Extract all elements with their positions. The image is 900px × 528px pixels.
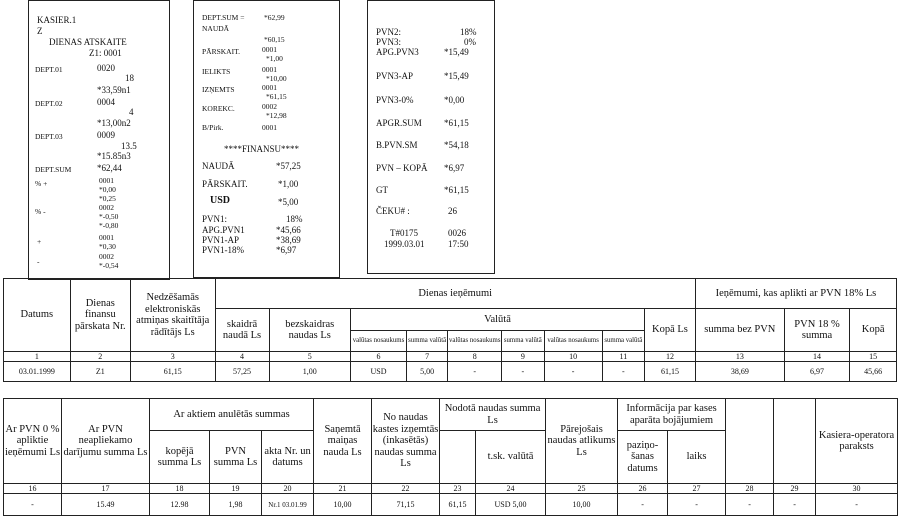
receipt-value: 18% (286, 214, 303, 224)
col-laiks: laiks (668, 431, 726, 484)
receipt-title: DIENAS ATSKAITE (49, 37, 127, 47)
receipt-label: KOREKC. (202, 104, 235, 113)
col-pvn-summa: PVN summa Ls (210, 431, 262, 484)
receipt-value: 0004 (97, 97, 115, 107)
receipt-label: PVN3-AP (376, 71, 414, 81)
table-cell: - (726, 494, 774, 516)
table-cell: Nr.1 03.01.99 (262, 494, 314, 516)
receipt-label: B.PVN.SM (376, 140, 418, 150)
column-number: 14 (784, 352, 850, 362)
receipt-value: *-0,54 (99, 261, 119, 270)
receipt-label: ČEKU# : (376, 206, 410, 216)
receipt-value: *61,15 (444, 118, 469, 128)
receipt-label: USD (210, 195, 231, 206)
table-cell: - (774, 494, 816, 516)
receipt-label: PVN1: (202, 214, 228, 224)
table-cell: 12.98 (150, 494, 210, 516)
column-number: 18 (150, 484, 210, 494)
column-number: 28 (726, 484, 774, 494)
col-summa-valuta: summa valūtā (407, 331, 448, 352)
receipt-label: IELIKTS (202, 67, 231, 76)
receipt-value: 0009 (97, 130, 115, 140)
receipt-value: *33,59n1 (97, 85, 131, 95)
col-nodota-blank (440, 431, 476, 484)
receipt-label: % + (35, 179, 48, 188)
table-row (4, 494, 898, 516)
table-cell: 38,69 (695, 362, 784, 382)
column-number: 21 (314, 484, 372, 494)
receipt-label: IZŅEMTS (202, 85, 235, 94)
column-number: 2 (70, 352, 130, 362)
column-number: 3 (130, 352, 215, 362)
receipt-value: 0001 (262, 45, 277, 54)
column-number: 7 (407, 352, 448, 362)
receipt-value: *6,97 (276, 245, 297, 255)
table-cell: 61,15 (440, 494, 476, 516)
table-cell: 57,25 (215, 362, 269, 382)
table-cell: - (816, 494, 898, 516)
receipt-value: *12,98 (266, 111, 287, 120)
receipt-label: DEPT.SUM (35, 165, 72, 174)
receipt-value: 13.5 (121, 141, 137, 151)
receipt-value: 4 (129, 107, 134, 117)
receipt-value: 0026 (448, 228, 466, 238)
column-number: 30 (816, 484, 898, 494)
col-summa-valuta: summa valūtā (502, 331, 544, 352)
receipt-line: Z1: 0001 (89, 48, 122, 58)
column-number: 5 (269, 352, 350, 362)
table-cell: - (502, 362, 544, 382)
table-cell: USD 5,00 (476, 494, 546, 516)
receipt-value: *60,15 (264, 35, 285, 44)
receipt-value: *62,44 (97, 163, 122, 173)
receipt-label: T#0175 (390, 228, 418, 238)
table-cell: 1,00 (269, 362, 350, 382)
column-number: 17 (62, 484, 150, 494)
receipt-value: 0% (464, 37, 476, 47)
col-valutas-nosaukums: valūtas nosaukums (448, 331, 502, 352)
group-anuletas: Ar aktiem anulētās summas (150, 399, 314, 431)
col-neapliekamo: Ar PVN neapliekamo darījumu summa Ls (62, 399, 150, 484)
col-finansu-parskats: Dienas finansu pārskata Nr. (70, 279, 130, 352)
receipt-value: *0,00 (444, 95, 465, 105)
column-number: 29 (774, 484, 816, 494)
receipt-value: *54,18 (444, 140, 469, 150)
group-nodota: Nodotā naudas summa Ls (440, 399, 546, 431)
group-informacija: Informācija par kases aparāta bojājumiem (618, 399, 726, 431)
col-pazinosanas: paziņo-šanas datums (618, 431, 668, 484)
group-dienas-ienemumi: Dienas ieņēmumi (215, 279, 695, 309)
receipt-value: 0001 (262, 123, 277, 132)
receipt-label: NAUDĀ (202, 24, 230, 33)
receipt-line: KASIER.1 (37, 15, 77, 25)
receipt-label: PVN3-0% (376, 95, 414, 105)
receipt-date: 1999.03.01 (384, 239, 425, 249)
column-number: 15 (850, 352, 897, 362)
column-number: 4 (215, 352, 269, 362)
receipt-value: *57,25 (276, 161, 301, 171)
column-number: 26 (618, 484, 668, 494)
daily-revenue-table (3, 278, 897, 382)
table-cell: 1,98 (210, 494, 262, 516)
table-cell: - (602, 362, 644, 382)
receipt-value: 0020 (97, 63, 115, 73)
table-cell: 45,66 (850, 362, 897, 382)
receipt-value: *-0,80 (99, 221, 119, 230)
table-cell: - (544, 362, 602, 382)
table-cell: 10,00 (314, 494, 372, 516)
table-cell: 03.01.1999 (4, 362, 71, 382)
table-cell: 6,97 (784, 362, 850, 382)
receipt-label: % - (35, 207, 46, 216)
receipt-label: GT (376, 185, 388, 195)
column-number: 11 (602, 352, 644, 362)
column-number: 1 (4, 352, 71, 362)
empty-column (774, 399, 816, 484)
column-number: 25 (546, 484, 618, 494)
column-number-row (4, 484, 898, 494)
col-kopa2: Kopā (850, 309, 897, 352)
column-number: 23 (440, 484, 476, 494)
receipt-label: PĀRSKAIT. (202, 47, 240, 56)
table-cell: - (668, 494, 726, 516)
column-number: 12 (645, 352, 696, 362)
receipt-value: *61,15 (444, 185, 469, 195)
table-cell: 71,15 (372, 494, 440, 516)
table-cell: 61,15 (130, 362, 215, 382)
col-tsk-valuta: t.sk. valūtā (476, 431, 546, 484)
group-ar-pvn: Ieņēmumi, kas aplikti ar PVN 18% Ls (695, 279, 896, 309)
receipt-value: *-0,50 (99, 212, 119, 221)
receipt-3 (367, 0, 495, 274)
receipt-value: *15.85n3 (97, 151, 131, 161)
receipt-label: DEPT.01 (35, 65, 63, 74)
table-cell: 5,00 (407, 362, 448, 382)
receipt-value: 0002 (262, 102, 277, 111)
col-ar-pvn0: Ar PVN 0 % apliktie ieņēmumi Ls (4, 399, 62, 484)
receipt-label: PVN – KOPĀ (376, 163, 428, 173)
col-kopa: Kopā Ls (645, 309, 696, 352)
column-number: 27 (668, 484, 726, 494)
column-number: 13 (695, 352, 784, 362)
receipt-value: *0,00 (99, 185, 116, 194)
receipt-label: + (37, 237, 42, 246)
receipt-value: *0,25 (99, 194, 116, 203)
receipt-1 (28, 0, 170, 280)
col-kopeja-summa: kopējā summa Ls (150, 431, 210, 484)
column-number: 20 (262, 484, 314, 494)
receipt-value: 0001 (262, 83, 277, 92)
column-number: 8 (448, 352, 502, 362)
receipt-label: DEPT.SUM = (202, 13, 245, 22)
receipt-time: 17:50 (448, 239, 469, 249)
table-cell: 15.49 (62, 494, 150, 516)
col-nedzesamas: Nedzēšamās elektroniskās atmiņas skaitītāja rādītājs Ls (130, 279, 215, 352)
receipt-value: 0001 (99, 176, 114, 185)
receipt-label: APG.PVN1 (202, 225, 245, 235)
table-cell: - (4, 494, 62, 516)
receipt-value: *5,00 (278, 197, 299, 207)
col-summa-bez-pvn: summa bez PVN (695, 309, 784, 352)
table-cell: - (618, 494, 668, 516)
receipt-value: 0001 (99, 233, 114, 242)
receipt-value: 26 (448, 206, 457, 216)
col-akta: akta Nr. un datums (262, 431, 314, 484)
receipt-value: *0,30 (99, 242, 116, 251)
receipt-value: 18 (125, 73, 134, 83)
receipt-label: PĀRSKAIT. (202, 179, 248, 189)
receipt-label: APGR.SUM (376, 118, 422, 128)
receipt-value: *45,66 (276, 225, 301, 235)
column-number: 24 (476, 484, 546, 494)
col-summa-valuta: summa valūtā (602, 331, 644, 352)
col-sanemta: Saņemtā maiņas nauda Ls (314, 399, 372, 484)
table-row (4, 362, 897, 382)
receipt-2 (193, 0, 340, 278)
receipt-value: *15,49 (444, 71, 469, 81)
receipt-heading: ****FINANSU**** (224, 144, 300, 154)
receipt-label: PVN1-18% (202, 245, 244, 255)
receipt-label: PVN3: (376, 37, 402, 47)
receipt-line: Z (37, 26, 43, 36)
group-valuta: Valūtā (350, 309, 644, 331)
receipt-label: B/Pirk. (202, 123, 224, 132)
receipt-value: *15,49 (444, 47, 469, 57)
col-valutas-nosaukums: valūtas nosaukums (350, 331, 406, 352)
col-kasiera-paraksts: Kasiera-operatora paraksts (816, 399, 898, 484)
column-number: 9 (502, 352, 544, 362)
receipt-value: *62,99 (264, 13, 285, 22)
column-number: 19 (210, 484, 262, 494)
receipt-value: *1,00 (266, 54, 283, 63)
receipt-label: PVN2: (376, 27, 402, 37)
receipt-value: *6,97 (444, 163, 465, 173)
receipt-label: DEPT.02 (35, 99, 63, 108)
column-number: 22 (372, 484, 440, 494)
receipt-value: 0002 (99, 252, 114, 261)
receipt-value: *13,00n2 (97, 118, 131, 128)
receipt-label: - (37, 257, 40, 266)
col-bezskaidras: bezskaidras naudas Ls (269, 309, 350, 352)
table-cell: USD (350, 362, 406, 382)
col-skaidra: skaidrā naudā Ls (215, 309, 269, 352)
receipt-value: 18% (460, 27, 477, 37)
receipt-value: *10,00 (266, 74, 287, 83)
receipt-value: 0001 (262, 65, 277, 74)
receipt-label: NAUDĀ (202, 161, 235, 171)
receipt-value: *1,00 (278, 179, 299, 189)
col-parejosais: Pārejošais naudas atlikums Ls (546, 399, 618, 484)
receipt-label: DEPT.03 (35, 132, 63, 141)
cash-register-table (3, 398, 898, 516)
col-datums: Datums (4, 279, 71, 352)
receipt-label: PVN1-AP (202, 235, 240, 245)
receipt-value: *61,15 (266, 92, 287, 101)
table-cell: 61,15 (645, 362, 696, 382)
table-cell: - (448, 362, 502, 382)
column-number-row (4, 352, 897, 362)
column-number: 10 (544, 352, 602, 362)
receipt-label: APG.PVN3 (376, 47, 419, 57)
table-cell: 10,00 (546, 494, 618, 516)
column-number: 6 (350, 352, 406, 362)
receipt-value: *38,69 (276, 235, 301, 245)
empty-column (726, 399, 774, 484)
col-no-naudas-kastes: No naudas kastes izņemtās (inkasētās) naudas summa Ls (372, 399, 440, 484)
receipt-value: 0002 (99, 203, 114, 212)
column-number: 16 (4, 484, 62, 494)
table-cell: Z1 (70, 362, 130, 382)
col-valutas-nosaukums: valūtas nosaukums (544, 331, 602, 352)
col-pvn18: PVN 18 % summa (784, 309, 850, 352)
